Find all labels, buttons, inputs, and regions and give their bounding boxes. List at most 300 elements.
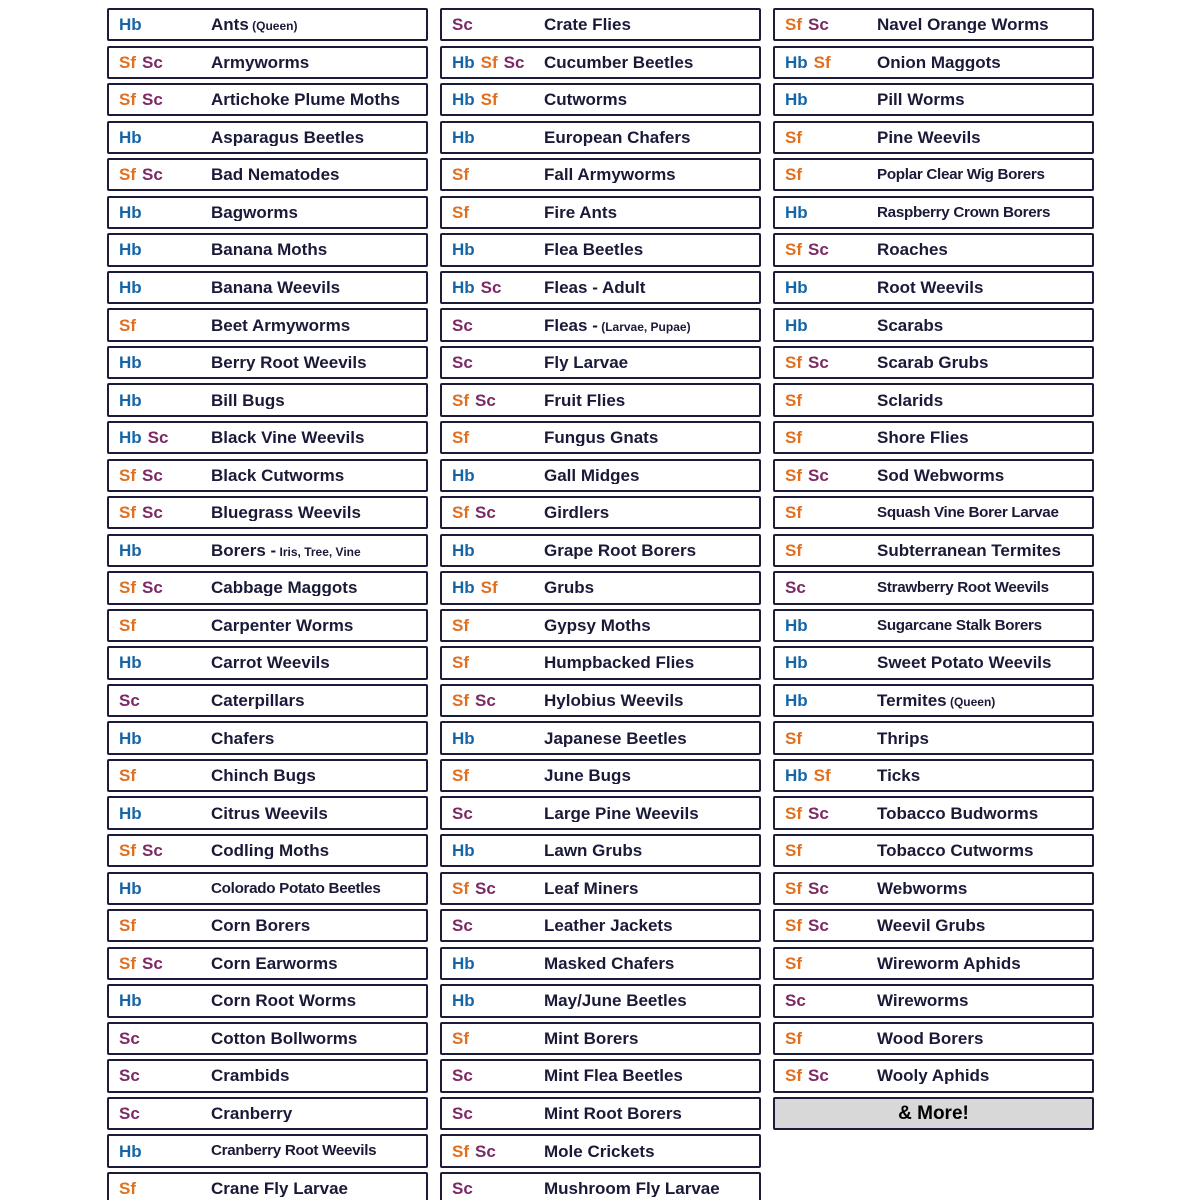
nematode-codes [452,805,544,822]
pest-name: Grape Root Borers [544,541,697,559]
pest-row [107,721,428,754]
code-sc: Sc [452,1104,473,1123]
code-sf: Sf [452,615,469,635]
code-hb: Hb [119,353,142,373]
pest-name: Mushroom Fly Larvae [544,1180,720,1198]
nematode-codes [452,354,544,371]
code-sc: Sc [808,240,829,260]
code-sc: Sc [808,15,829,35]
code-hb: Hb [119,15,142,35]
code-sf: Sf [785,1066,802,1086]
code-sf: Sf [785,953,802,973]
nematode-codes [785,767,877,784]
nematode-codes [119,917,211,934]
code-hb: Hb [452,127,475,147]
pest-row [773,609,1094,642]
pest-name: Pine Weevils [877,128,981,146]
pest-row [107,83,428,116]
pest-name: Bill Bugs [211,391,285,409]
pest-row [440,421,761,454]
nematode-codes [452,241,544,258]
pest-row [773,121,1094,154]
code-hb: Hb [452,953,475,973]
pest-row [773,46,1094,79]
nematode-codes [119,1030,211,1047]
pest-name: Banana Weevils [211,278,341,296]
code-sc: Sc [480,277,502,297]
pest-name: Armyworms [211,53,310,71]
pest-name: Ants (Queen) [211,16,298,34]
nematode-codes [452,1143,544,1160]
pest-name: Sugarcane Stalk Borers [877,617,1042,633]
code-sf: Sf [785,240,802,260]
nematode-codes [119,617,211,634]
pest-row [773,196,1094,229]
pest-name: Pill Worms [877,91,965,109]
pest-row [107,1172,428,1200]
code-hb: Hb [785,690,808,710]
pest-name: Subterranean Termites [877,541,1061,559]
code-hb: Hb [452,240,475,260]
pest-row [107,684,428,717]
code-sf: Sf [785,1028,802,1048]
code-sf: Sf [452,390,469,410]
pest-name: Crate Flies [544,16,631,34]
pest-name: Thrips [877,729,929,747]
pest-row [107,571,428,604]
pest-name: Borers - Iris, Tree, Vine [211,541,361,559]
nematode-codes [452,467,544,484]
nematode-codes [785,54,877,71]
pest-name: Banana Moths [211,241,328,259]
pest-name: Carrot Weevils [211,654,330,672]
code-sf: Sf [785,353,802,373]
pest-name: Artichoke Plume Moths [211,91,400,109]
nematode-codes [785,241,877,258]
nematode-codes [119,91,211,108]
code-sc: Sc [475,690,496,710]
pest-row [773,233,1094,266]
pest-row [440,46,761,79]
code-sc: Sc [142,90,163,110]
nematode-codes [119,317,211,334]
pest-name: Mint Flea Beetles [544,1067,683,1085]
pest-name: Bluegrass Weevils [211,504,361,522]
code-sc: Sc [142,953,163,973]
pest-name: Berry Root Weevils [211,354,367,372]
nematode-codes [119,129,211,146]
pest-name: Sclarids [877,391,944,409]
pest-row [107,383,428,416]
more-label: & More! [898,1102,969,1124]
nematode-codes [119,692,211,709]
code-hb: Hb [119,277,142,297]
pest-row [440,459,761,492]
nematode-codes [452,166,544,183]
code-sf: Sf [813,52,831,72]
pest-column-1 [107,8,428,1200]
nematode-codes [452,204,544,221]
code-sc: Sc [475,1141,496,1161]
code-sf: Sf [480,578,498,598]
code-hb: Hb [452,540,475,560]
nematode-codes [119,1143,211,1160]
code-sc: Sc [142,503,163,523]
pest-row [440,534,761,567]
nematode-codes [452,16,544,33]
pest-row [107,796,428,829]
pest-name: Tobacco Budworms [877,804,1039,822]
pest-name: Fire Ants [544,203,618,221]
nematode-codes [785,16,877,33]
code-sf: Sf [480,52,498,72]
nematode-codes [119,504,211,521]
nematode-codes [452,429,544,446]
code-sc: Sc [119,1066,140,1086]
code-hb: Hb [785,766,808,786]
more-row [773,1097,1094,1130]
code-sc: Sc [119,690,140,710]
nematode-codes [452,992,544,1009]
nematode-codes [119,204,211,221]
nematode-codes [119,467,211,484]
pest-name: Fleas - Adult [544,278,646,296]
nematode-codes [119,654,211,671]
nematode-codes [119,16,211,33]
nematode-codes [785,129,877,146]
code-sc: Sc [452,315,473,335]
code-sf: Sf [785,127,802,147]
pest-name: Strawberry Root Weevils [877,580,1049,596]
pest-name: Root Weevils [877,278,984,296]
pest-name: Wireworms [877,992,969,1010]
pest-row [440,684,761,717]
code-sf: Sf [785,503,802,523]
pest-name: Cranberry [211,1105,293,1122]
pest-name: Chinch Bugs [211,767,316,785]
code-sf: Sf [785,165,802,185]
nematode-codes [785,1030,877,1047]
pest-row [440,8,761,41]
pest-name: Raspberry Crown Borers [877,204,1051,220]
code-sc: Sc [119,1028,140,1048]
nematode-codes [452,317,544,334]
code-sf: Sf [452,503,469,523]
pest-name: Fly Larvae [544,354,629,372]
pest-row [107,534,428,567]
pest-name: Cutworms [544,91,628,109]
pest-row [107,233,428,266]
code-hb: Hb [452,90,475,110]
pest-row [107,158,428,191]
pest-name: Fruit Flies [544,391,626,409]
code-sf: Sf [785,428,802,448]
code-sc: Sc [785,578,806,598]
nematode-codes [119,880,211,897]
pest-name: Lawn Grubs [544,842,643,860]
code-sf: Sf [452,878,469,898]
code-hb: Hb [785,653,808,673]
code-sc: Sc [808,916,829,936]
code-hb: Hb [785,277,808,297]
code-sf: Sf [785,728,802,748]
code-hb: Hb [119,428,142,448]
nematode-codes [119,54,211,71]
code-sf: Sf [119,465,136,485]
code-sc: Sc [452,353,473,373]
pest-name: Termites (Queen) [877,691,996,709]
pest-row [440,909,761,942]
pest-row [440,383,761,416]
pest-name-suffix: (Queen) [248,19,298,34]
code-sf: Sf [119,953,136,973]
nematode-codes [452,129,544,146]
pest-name: European Chafers [544,128,691,146]
pest-row [773,346,1094,379]
pest-row [773,1059,1094,1092]
pest-name: Caterpillars [211,691,305,709]
code-hb: Hb [452,277,475,297]
nematode-codes [452,504,544,521]
pest-name: Cabbage Maggots [211,579,358,597]
pest-name: Tobacco Cutworms [877,842,1034,860]
code-sf: Sf [452,428,469,448]
pest-name: Mole Crickets [544,1142,655,1160]
code-sc: Sc [808,878,829,898]
pest-row [107,308,428,341]
nematode-codes [785,279,877,296]
code-hb: Hb [119,127,142,147]
nematode-codes [119,767,211,784]
code-hb: Hb [119,878,142,898]
pest-row [773,984,1094,1017]
code-sf: Sf [119,615,136,635]
code-sf: Sf [119,90,136,110]
nematode-codes [785,880,877,897]
code-sf: Sf [785,465,802,485]
nematode-codes [452,880,544,897]
pest-row [107,609,428,642]
code-sf: Sf [452,1028,469,1048]
pest-row [440,872,761,905]
pest-row [440,83,761,116]
nematode-codes [785,1067,877,1084]
pest-row [440,1134,761,1167]
nematode-codes [785,692,877,709]
code-hb: Hb [119,728,142,748]
pest-row [773,947,1094,980]
pest-name: Humpbacked Flies [544,654,695,672]
nematode-codes [452,654,544,671]
code-sc: Sc [142,841,163,861]
code-sc: Sc [785,991,806,1011]
pest-name: Weevil Grubs [877,917,986,935]
code-hb: Hb [785,202,808,222]
pest-row [107,834,428,867]
pest-name: Grubs [544,579,595,597]
pest-row [440,121,761,154]
code-sc: Sc [808,1066,829,1086]
code-sf: Sf [785,803,802,823]
pest-name: Roaches [877,241,948,259]
code-sf: Sf [785,540,802,560]
pest-name: Crambids [211,1067,290,1085]
pest-row [773,571,1094,604]
pest-row [107,496,428,529]
code-sc: Sc [142,465,163,485]
pest-name: Codling Moths [211,842,330,860]
pest-row [773,158,1094,191]
code-sc: Sc [808,465,829,485]
code-sf: Sf [452,1141,469,1161]
pest-row [773,459,1094,492]
pest-row [773,496,1094,529]
pest-row [440,721,761,754]
pest-name: Scarabs [877,316,944,334]
nematode-codes [785,204,877,221]
code-hb: Hb [452,991,475,1011]
nematode-codes [785,317,877,334]
nematode-codes [785,917,877,934]
pest-name: Colorado Potato Beetles [211,880,381,896]
pest-row [107,1059,428,1092]
pest-row [440,759,761,792]
nematode-codes [785,992,877,1009]
pest-name: Crane Fly Larvae [211,1180,349,1198]
nematode-codes [119,392,211,409]
pest-row [773,1022,1094,1055]
pest-row [107,1022,428,1055]
nematode-codes [785,354,877,371]
pest-name: Shore Flies [877,429,969,447]
pest-row [107,121,428,154]
pest-row [440,984,761,1017]
pest-row [773,796,1094,829]
nematode-codes [452,917,544,934]
nematode-codes [452,542,544,559]
code-sf: Sf [119,52,136,72]
pest-name: Beet Armyworms [211,316,351,334]
pest-name: Leaf Miners [544,879,639,897]
nematode-codes [119,730,211,747]
code-sf: Sf [785,841,802,861]
pest-name: Mint Borers [544,1029,639,1047]
pest-name: Navel Orange Worms [877,16,1049,34]
pest-row [440,1172,761,1200]
code-sc: Sc [808,353,829,373]
nematode-codes [452,1105,544,1122]
nematode-codes [452,955,544,972]
code-sc: Sc [452,1066,473,1086]
pest-row [773,646,1094,679]
pest-row [107,984,428,1017]
pest-row [773,271,1094,304]
pest-row [773,83,1094,116]
pest-name: Corn Borers [211,917,311,935]
pest-row [107,872,428,905]
pest-row [107,8,428,41]
pest-name: May/June Beetles [544,992,687,1010]
nematode-codes [785,429,877,446]
pest-row [107,346,428,379]
pest-row [773,8,1094,41]
code-sc: Sc [475,878,496,898]
code-sf: Sf [119,165,136,185]
nematode-codes [452,617,544,634]
pest-name: Cotton Bollworms [211,1029,358,1047]
pest-row [773,872,1094,905]
pest-row [440,834,761,867]
pest-row [107,759,428,792]
code-sc: Sc [147,428,169,448]
pest-row [440,1022,761,1055]
nematode-codes [119,1180,211,1197]
code-sf: Sf [452,165,469,185]
pest-name: Asparagus Beetles [211,128,365,146]
pest-name-suffix: (Larvae, Pupae) [597,319,691,334]
nematode-codes [119,354,211,371]
nematode-codes [785,955,877,972]
pest-row [107,421,428,454]
pest-name: Girdlers [544,504,610,522]
code-sc: Sc [119,1104,140,1123]
code-sc: Sc [142,52,163,72]
code-sc: Sc [503,52,525,72]
pest-name: Hylobius Weevils [544,691,684,709]
pest-row [773,909,1094,942]
pest-name: Wooly Aphids [877,1067,990,1085]
code-sf: Sf [480,90,498,110]
code-sc: Sc [142,165,163,185]
pest-name-suffix: Iris, Tree, Vine [276,544,361,559]
nematode-codes [785,467,877,484]
nematode-codes [119,1067,211,1084]
nematode-codes [785,504,877,521]
pest-name: Leather Jackets [544,917,673,935]
pest-name: Bad Nematodes [211,166,340,184]
code-sf: Sf [119,916,136,936]
pest-name: Webworms [877,879,968,897]
pest-name: Citrus Weevils [211,804,328,822]
code-hb: Hb [119,803,142,823]
code-sf: Sf [119,315,136,335]
code-sf: Sf [119,503,136,523]
nematode-codes [452,767,544,784]
code-hb: Hb [452,728,475,748]
nematode-codes [452,1030,544,1047]
code-hb: Hb [119,202,142,222]
nematode-codes [452,1067,544,1084]
pest-name: Cucumber Beetles [544,53,694,71]
nematode-codes [452,392,544,409]
pest-row [440,1097,761,1130]
nematode-codes [452,1180,544,1197]
pest-row [440,947,761,980]
code-hb: Hb [119,240,142,260]
pest-row [440,496,761,529]
pest-row [440,308,761,341]
pest-name: Flea Beetles [544,241,644,259]
code-sf: Sf [785,916,802,936]
nematode-codes [785,579,877,596]
nematode-codes [785,654,877,671]
code-sf: Sf [119,841,136,861]
code-sc: Sc [452,15,473,35]
pest-name: Bagworms [211,203,298,221]
pest-row [107,1134,428,1167]
nematode-codes [785,166,877,183]
pest-name: Squash Vine Borer Larvae [877,505,1059,521]
